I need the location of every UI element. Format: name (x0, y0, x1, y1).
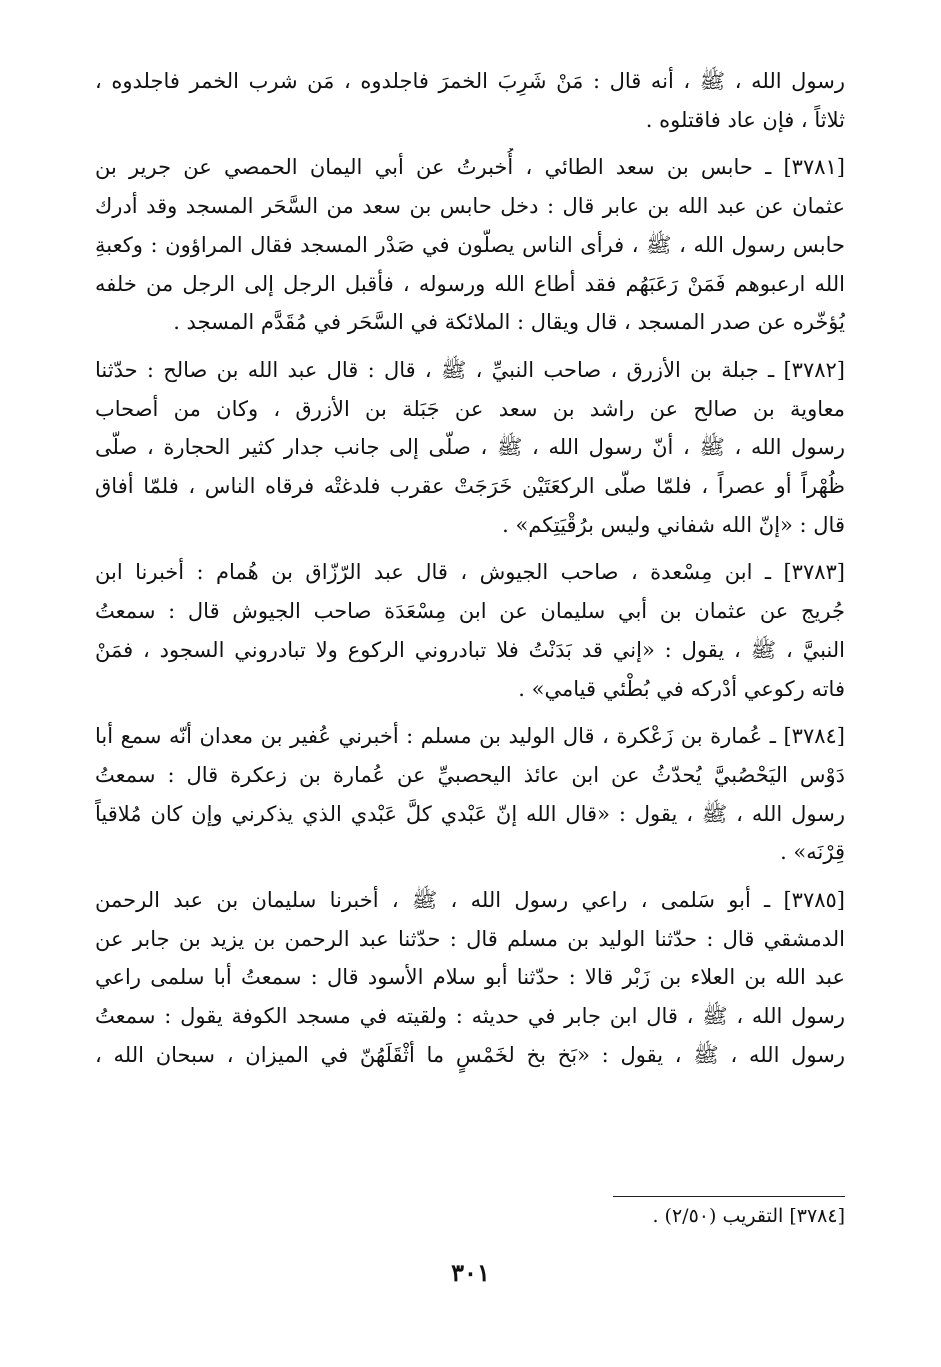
text-line: عبد الله بن العلاء بن زَبْر قالا : حدّثنا أبو سلام الأسود قال : سمعتُ أبا سلمى راعي (95, 965, 845, 990)
text-line: رسول الله ، ﷺ ، أنّ رسول الله ، ﷺ ، صلّى إلى جانب جدار كثير الحجارة ، صلّى (95, 435, 845, 460)
text-line: [٣٧٨١] ـ حابس بن سعد الطائي ، أُخبرتُ عن أبي اليمان الحمصي عن جرير بن (95, 155, 845, 180)
text-line: رسول الله ، ﷺ ، يقول : «بَخ بخ لخَمْسٍ ما أثْقَلَهُنّ في الميزان ، سبحان الله ، (95, 1042, 845, 1067)
footnote-divider (613, 1196, 845, 1197)
text-line: رسول الله ، ﷺ ، يقول : «قال الله إنّ عَبْدي كلَّ عَبْدي الذي يذكرني وإن كان مُلاقياً (95, 801, 845, 826)
text-line: الله ارعبوهم فَمَنْ رَعَبَهُم فقد أطاع الله ورسوله ، فأقبل الرجل إلى الرجل من خلفه (95, 271, 845, 296)
page-number: ٣٠١ (451, 1258, 490, 1287)
text-line: حابس رسول الله ، ﷺ ، فرأى الناس يصلّون في صَدْر المسجد فقال المراؤون : وكعبةِ (95, 232, 845, 257)
paragraph (95, 717, 845, 872)
text-line: [٣٧٨٢] ـ جبلة بن الأزرق ، صاحب النبيِّ ، ﷺ ، قال : قال عبد الله بن صالح : حدّثنا (95, 357, 845, 382)
text-line: الدمشقي قال : حدّثنا الوليد بن مسلم قال : حدّثنا عبد الرحمن بن يزيد بن جابر عن (95, 926, 845, 951)
text-line: معاوية بن صالح عن راشد بن سعد عن جَبَلة بن الأزرق ، وكان من أصحاب (95, 396, 845, 421)
text-line: عثمان عن عبد الله بن عابر قال : دخل حابس بن سعد من السَّحَر المسجد وقد أدرك (95, 194, 845, 219)
text-line: النبيَّ ، ﷺ ، يقول : «إني قد بَدَنْتُ فلا تبادروني الركوع ولا تبادروني السجود ، فمَنْ (95, 637, 845, 662)
text-line: دَوْس اليَحْصُبيَّ يُحدّثُ عن ابن عائذ اليحصبيِّ عن عُمارة بن زعكرة قال : سمعتُ (95, 762, 845, 787)
text-line: رسول الله ، ﷺ ، أنه قال : مَنْ شَرِبَ الخمرَ فاجلدوه ، مَن شرب الخمر فاجلدوه ، (95, 69, 845, 93)
text-line: [٣٧٨٤] ـ عُمارة بن زَعْكرة ، قال الوليد بن مسلم : أخبرني عُفير بن معدان أنّه سمع أبا (95, 724, 845, 749)
text-line: قِرْنَه» . (780, 840, 845, 865)
text-line: فاته ركوعي أدْركه في بُطْئي قيامي» . (518, 676, 845, 701)
paragraph (95, 351, 845, 545)
text-line: [٣٧٨٣] ـ ابن مِسْعدة ، صاحب الجيوش ، قال عبد الرّزّاق بن هُمام : أخبرنا ابن (95, 560, 845, 585)
text-line: رسول الله ، ﷺ ، قال ابن جابر في حديثه : ولقيته في مسجد الكوفة يقول : سمعتُ (95, 1004, 845, 1029)
text-line: [٣٧٨٥] ـ أبو سَلمى ، راعي رسول الله ، ﷺ ، أخبرنا سليمان بن عبد الرحمن (95, 888, 845, 913)
text-line: يُؤخّره عن صدر المسجد ، قال ويقال : الملائكة في السَّحَر في مُقَدَّم المسجد . (173, 310, 845, 335)
text-line: قال : «إنّ الله شفاني وليس برُقْيَتِكم» . (502, 512, 845, 537)
paragraph (95, 148, 845, 342)
page-body (95, 62, 845, 1075)
footnote (95, 1196, 845, 1227)
text-line: جُريج عن عثمان بن أبي سليمان عن ابن مِسْعَدَة صاحب الجيوش قال : سمعتُ (95, 599, 845, 624)
paragraph (95, 881, 845, 1075)
paragraph (95, 553, 845, 708)
paragraph (95, 62, 845, 139)
footnote-text: [٣٧٨٤] التقريب (٢/٥٠) . (652, 1205, 845, 1227)
text-line: ثلاثاً ، فإن عاد فاقتلوه . (645, 107, 845, 132)
text-line: ظُهْراً أو عصراً ، فلمّا صلّى الركعَتَيْن خَرَجَتْ عقرب فلدغتْه فرقاه الناس ، فلمّا أفاق (95, 474, 845, 499)
